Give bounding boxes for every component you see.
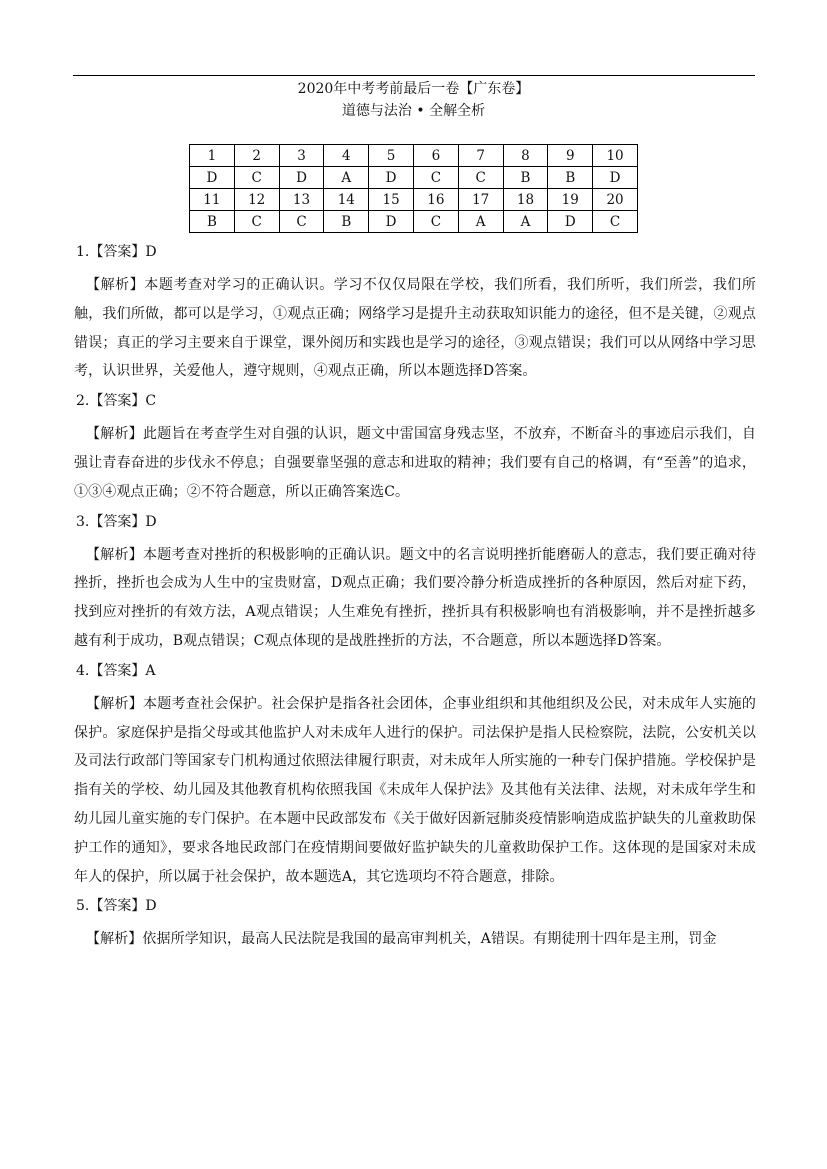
page-subtitle: 道德与法治 • 全解全析	[341, 103, 486, 119]
answer-heading: 3.【答案】D	[76, 513, 157, 530]
table-cell: D	[369, 211, 414, 233]
item-5	[74, 896, 756, 954]
table-cell: 5	[369, 145, 414, 167]
table-row	[190, 145, 638, 167]
answer-heading: 2.【答案】C	[76, 393, 157, 410]
table-cell: 9	[548, 145, 593, 167]
item-4	[74, 661, 756, 892]
item-2	[74, 391, 756, 506]
table-row	[190, 211, 638, 233]
page-title: 2020年中考考前最后一卷【广东卷】	[297, 81, 530, 97]
table-cell: 8	[503, 145, 548, 167]
table-cell: B	[548, 167, 593, 189]
table-row	[190, 167, 638, 189]
table-cell: 13	[279, 189, 324, 211]
table-cell: 11	[190, 189, 235, 211]
table-cell: C	[234, 211, 279, 233]
table-cell: C	[413, 167, 458, 189]
header-rule	[73, 75, 755, 76]
item-3	[74, 512, 756, 656]
table-cell: 18	[503, 189, 548, 211]
table-cell: D	[548, 211, 593, 233]
table-cell: 14	[324, 189, 369, 211]
table-cell: 3	[279, 145, 324, 167]
table-cell: D	[190, 167, 235, 189]
table-row	[190, 189, 638, 211]
item-1	[74, 242, 756, 386]
table-cell: 4	[324, 145, 369, 167]
table-cell: B	[503, 167, 548, 189]
table-cell: B	[324, 211, 369, 233]
table-cell: C	[593, 211, 638, 233]
table-cell: 7	[458, 145, 503, 167]
table-cell: C	[458, 167, 503, 189]
table-cell: 12	[234, 189, 279, 211]
table-cell: 19	[548, 189, 593, 211]
table-cell: A	[324, 167, 369, 189]
table-cell: 20	[593, 189, 638, 211]
table-cell: C	[413, 211, 458, 233]
table-cell: 17	[458, 189, 503, 211]
table-cell: C	[234, 167, 279, 189]
table-cell: 10	[593, 145, 638, 167]
table-cell: 2	[234, 145, 279, 167]
table-cell: D	[593, 167, 638, 189]
answer-heading: 1.【答案】D	[76, 244, 157, 260]
table-cell: 16	[413, 189, 458, 211]
analysis-text: 【解析】本题考查对学习的正确认识。学习不仅仅局限在学校，我们所看，我们所听，我们所尝，我们所触，我们所做，都可以是学习，①观点正确；网络学习是提升主动获取知识能力的途径，但不是关键，②观点错误；真正的学习主要来自于课堂，课外阅历和实践也是学习的途径，③观点错误；我们可以从网络中学习思考，认识世界，关爱他人，遵守规则，④观点正确，所以本题选择D答案。	[74, 277, 756, 380]
table-cell: C	[279, 211, 324, 233]
analysis-text: 【解析】此题旨在考查学生对自强的认识，题文中雷国富身残志坚，不放弃，不断奋斗的事迹启示我们，自强让青春奋进的步伐永不停息；自强要靠坚强的意志和进取的精神；我们要有自己的格调，有“至善”的追求，①③④观点正确；②不符合题意，所以正确答案选C。	[74, 426, 756, 500]
answer-table	[189, 144, 638, 233]
table-cell: B	[190, 211, 235, 233]
table-cell: 6	[413, 145, 458, 167]
table-cell: A	[458, 211, 503, 233]
answer-heading: 4.【答案】A	[76, 662, 156, 679]
analysis-text: 【解析】本题考查社会保护。社会保护是指各社会团体，企事业组织和其他组织及公民，对未成年人实施的保护。家庭保护是指父母或其他监护人对未成年人进行的保护。司法保护是指人民检察院，法院，公安机关以及司法行政部门等国家专门机构通过依照法律履行职责，对未成年人所实施的一种专门保护措施。学校保护是指有关的学校、幼儿园及其他教育机构依照我国《未成年人保护法》及其他有关法律、法规，对未成年学生和幼儿园儿童实施的专门保护。在本题中民政部发布《关于做好因新冠肺炎疫情影响造成监护缺失的儿童救助保护工作的通知》，要求各地民政部门在疫情期间要做好监护缺失的儿童救助保护工作。这体现的是国家对未成年人的保护，所以属于社会保护，故本题选A，其它选项均不符合题意，排除。	[74, 695, 756, 885]
analysis-text: 【解析】本题考查对挫折的积极影响的正确认识。题文中的名言说明挫折能磨砺人的意志，我们要正确对待挫折，挫折也会成为人生中的宝贵财富，D观点正确；我们要冷静分析造成挫折的各种原因，然后对症下药，找到应对挫折的有效方法，A观点错误；人生难免有挫折，挫折具有积极影响也有消极影响，并不是挫折越多越有利于成功，B观点错误；C观点体现的是战胜挫折的方法，不合题意，所以本题选择D答案。	[74, 546, 756, 649]
table-cell: D	[279, 167, 324, 189]
analysis-text: 【解析】依据所学知识，最高人民法院是我国的最高审判机关，A错误。有期徒刑十四年是主刑，罚金	[86, 931, 717, 948]
table-cell: D	[369, 167, 414, 189]
table-cell: 15	[369, 189, 414, 211]
analysis-content	[74, 242, 756, 959]
table-cell: 1	[190, 145, 235, 167]
table-cell: A	[503, 211, 548, 233]
answer-heading: 5.【答案】D	[76, 898, 157, 915]
